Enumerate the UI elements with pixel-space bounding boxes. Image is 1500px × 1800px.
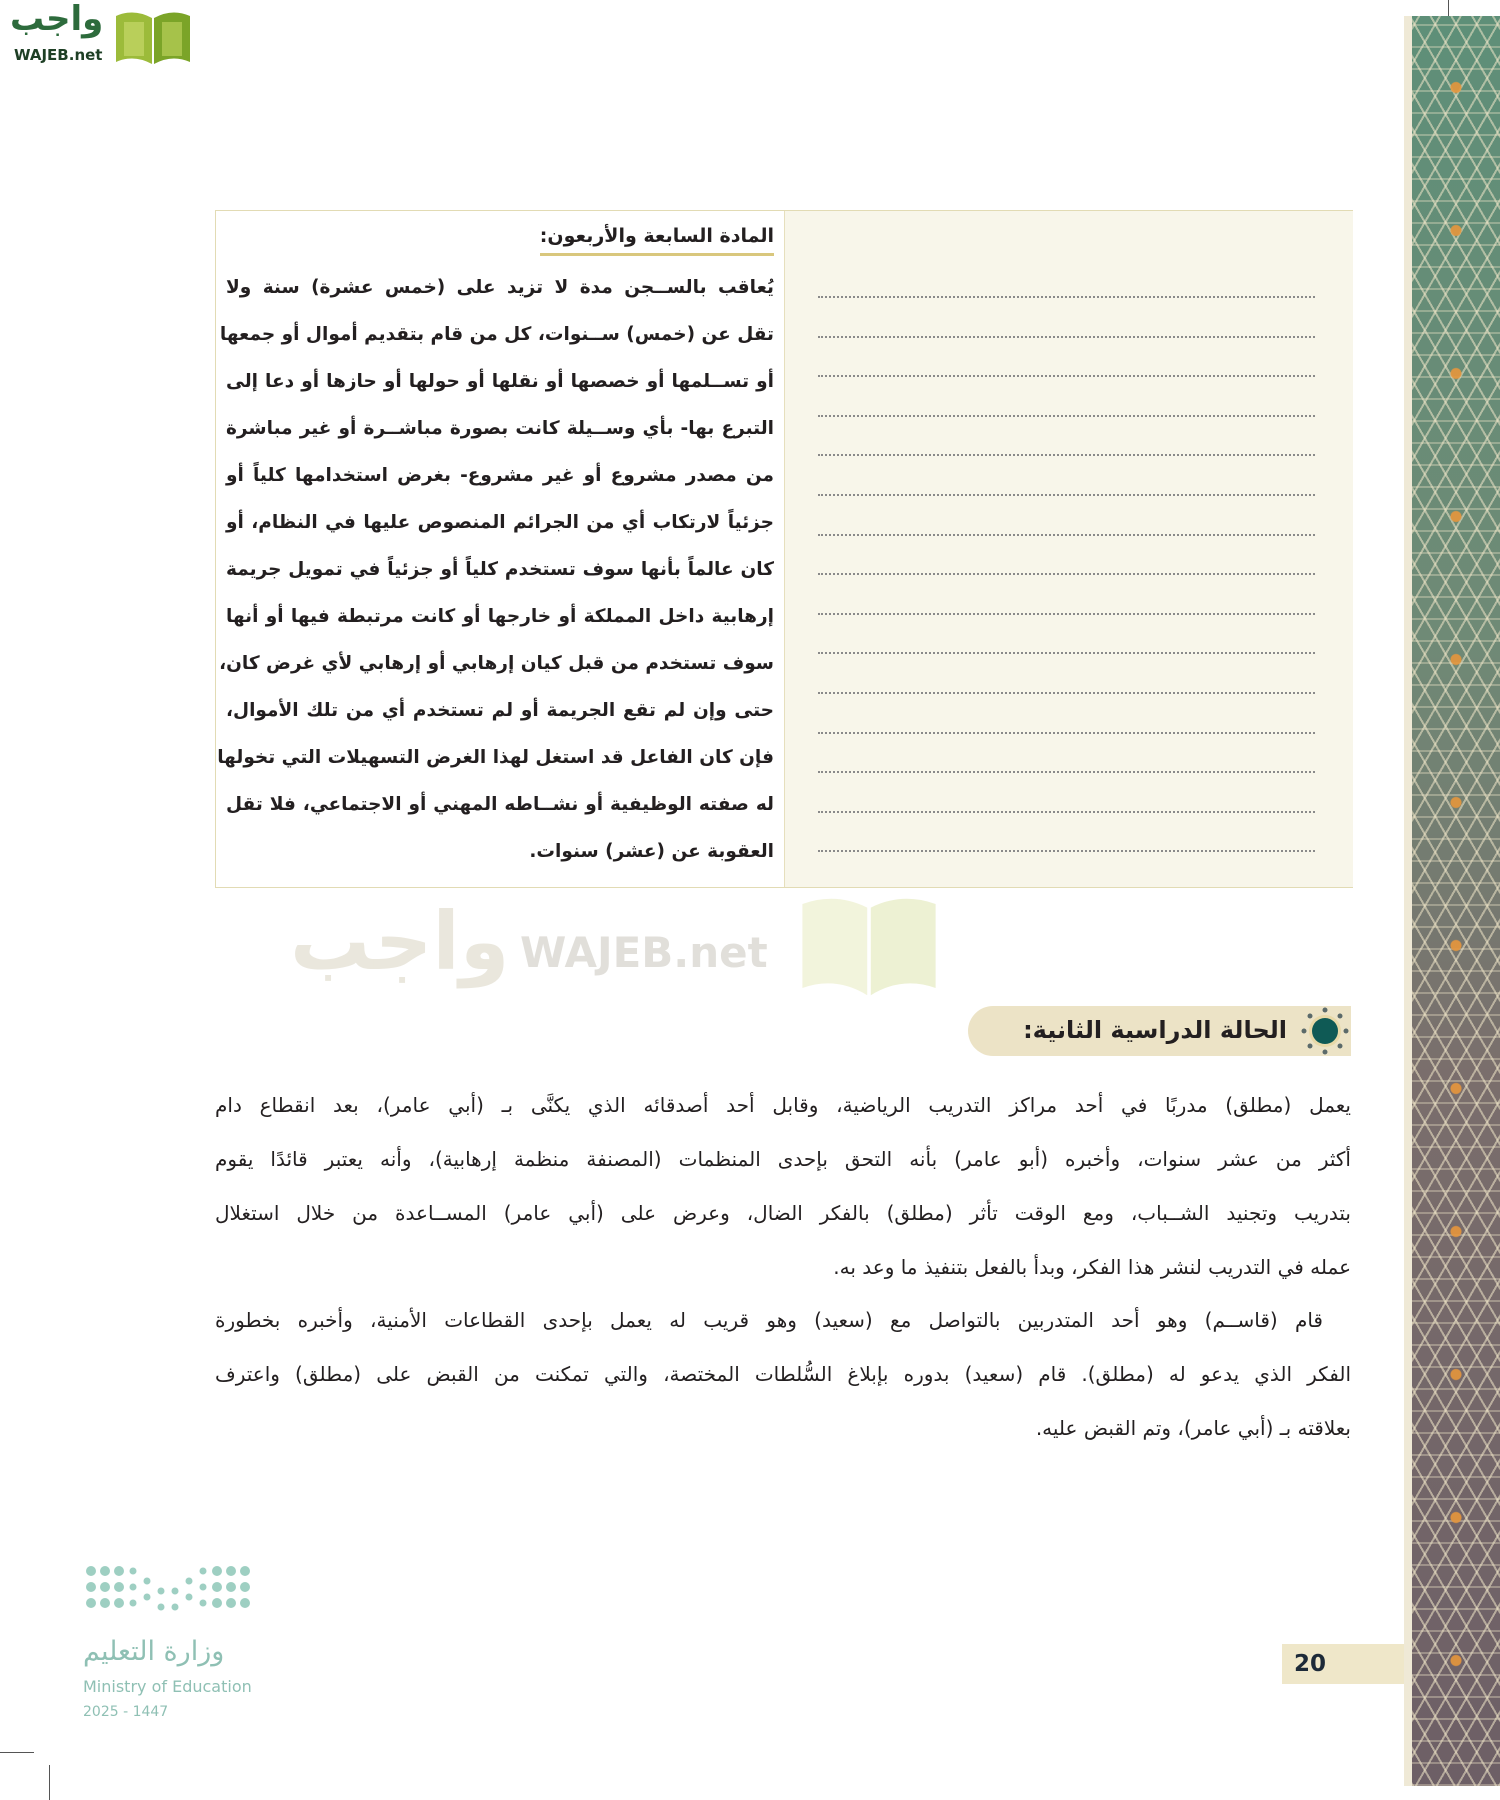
article-line: كان عالماً بأنها سوف تستخدم كلياً أو جزئياً في تمويل جريمة — [226, 559, 774, 580]
ministry-dot — [86, 1598, 96, 1608]
article-line: له صفته الوظيفية أو نشــاطه المهني أو الاجتماعي، فلا تقل — [226, 794, 774, 815]
ministry-dot — [186, 1594, 193, 1601]
decorative-pattern-strip — [1412, 16, 1500, 1786]
crop-mark — [49, 1765, 50, 1800]
wajeb-logo-latin: WAJEB.net — [14, 46, 103, 64]
answer-line[interactable] — [818, 613, 1315, 615]
case-paragraph-1 — [215, 1078, 1351, 1294]
answer-line[interactable] — [818, 375, 1315, 377]
answer-line[interactable] — [818, 454, 1315, 456]
ministry-dot — [100, 1566, 110, 1576]
article-line: العقوبة عن (عشر) سنوات. — [529, 841, 774, 862]
ministry-dot — [200, 1584, 207, 1591]
ministry-dot — [86, 1566, 96, 1576]
article-line: يُعاقب بالســجن مدة لا تزيد على (خمس عشرة) سنة ولا — [226, 277, 774, 298]
paragraph-line: يعمل (مطلق) مدربًا في أحد مراكز التدريب الرياضية، وقابل أحد أصدقائه الذي يكنَّى بـ (أبي عامر)، بعد انقطاع دام — [215, 1093, 1351, 1117]
ministry-dot — [186, 1578, 193, 1585]
ministry-dot — [200, 1600, 207, 1607]
ministry-dot — [240, 1598, 250, 1608]
ministry-dot — [172, 1604, 179, 1611]
ministry-dot — [158, 1588, 165, 1595]
article-line: سوف تستخدم من قبل كيان إرهابي أو إرهابي لأي غرض كان، — [219, 653, 774, 674]
article-line: التبرع بها- بأي وســيلة كانت بصورة مباشــرة أو غير مباشرة — [226, 418, 774, 439]
article-line: إرهابية داخل المملكة أو خارجها أو كانت مرتبطة فيها أو أنها — [226, 606, 774, 627]
watermark-arabic: واجب — [290, 895, 510, 988]
article-line: حتى وإن لم تقع الجريمة أو لم تستخدم أي من تلك الأموال، — [226, 700, 774, 721]
paragraph-line: قام (قاســم) وهو أحد المتدربين بالتواصل مع (سعيد) وهو قريب له يعمل بإحدى القطاعات الأمنية، وأخبره بخطورة — [215, 1308, 1323, 1332]
article-text — [217, 223, 774, 875]
ministry-dot — [240, 1582, 250, 1592]
ministry-dot — [130, 1584, 137, 1591]
ministry-dot — [212, 1582, 222, 1592]
page-number-text: 20 — [1294, 1651, 1327, 1677]
ministry-dot — [114, 1566, 124, 1576]
page-number — [1282, 1644, 1404, 1684]
paragraph-line: بعلاقته بـ (أبي عامر)، وتم القبض عليه. — [1035, 1416, 1351, 1440]
answer-line[interactable] — [818, 534, 1315, 536]
ministry-year: 2025 - 1447 — [83, 1704, 169, 1720]
ministry-logo — [83, 1563, 273, 1738]
ministry-dot — [226, 1566, 236, 1576]
answer-line[interactable] — [818, 732, 1315, 734]
decorative-strip-edge — [1404, 16, 1412, 1786]
article-line: جزئياً لارتكاب أي من الجرائم المنصوص عليها في النظام، أو — [226, 512, 774, 533]
article-line: تقل عن (خمس) ســنوات، كل من قام بتقديم أموال أو جمعها — [219, 324, 774, 345]
case-study-title: الحالة الدراسية الثانية: — [1023, 1016, 1287, 1044]
ministry-dot — [144, 1594, 151, 1601]
ministry-dot — [240, 1566, 250, 1576]
answer-line[interactable] — [818, 296, 1315, 298]
wajeb-logo — [6, 0, 192, 68]
crop-mark — [0, 1752, 34, 1753]
ministry-dot — [130, 1568, 137, 1575]
paragraph-line: بتدريب وتجنيد الشــباب، ومع الوقت تأثر (مطلق) بالفكر الضال، وعرض على (أبي عامر) المســاعدة من خلال استغلال — [215, 1201, 1351, 1225]
case-paragraph-2 — [215, 1293, 1351, 1455]
ministry-dot — [212, 1566, 222, 1576]
ministry-arabic: وزارة التعليم — [83, 1636, 225, 1667]
case-study-heading — [968, 1006, 1351, 1056]
paragraph-line: عمله في التدريب لنشر هذا الفكر، وبدأ بالفعل بتنفيذ ما وعد به. — [833, 1255, 1351, 1279]
ministry-dots-icon — [83, 1563, 263, 1629]
ministry-dot — [226, 1582, 236, 1592]
ministry-dot — [86, 1582, 96, 1592]
ministry-dot — [212, 1598, 222, 1608]
watermark-book-icon — [800, 892, 938, 997]
ministry-dot — [226, 1598, 236, 1608]
book-icon — [114, 8, 192, 66]
ministry-dot — [172, 1588, 179, 1595]
answer-line[interactable] — [818, 336, 1315, 338]
ministry-dot — [100, 1598, 110, 1608]
article-line: أو تســلمها أو خصصها أو نقلها أو حولها أو حازها أو دعا إلى — [226, 371, 774, 392]
answer-area — [784, 211, 1353, 887]
answer-line[interactable] — [818, 652, 1315, 654]
sun-ornament-icon — [1301, 1007, 1349, 1055]
answer-line[interactable] — [818, 692, 1315, 694]
ministry-dot — [130, 1600, 137, 1607]
watermark — [290, 892, 940, 1002]
ministry-dot — [114, 1598, 124, 1608]
ministry-dot — [158, 1604, 165, 1611]
ministry-dot — [144, 1578, 151, 1585]
ministry-english: Ministry of Education — [83, 1677, 252, 1696]
ministry-dot — [114, 1582, 124, 1592]
paragraph-line: أكثر من عشر سنوات، وأخبره (أبو عامر) بأنه التحق بإحدى المنظمات (المصنفة منظمة إرهابية)، وأنه يعتبر قائدًا يقوم — [215, 1147, 1351, 1171]
answer-line[interactable] — [818, 850, 1315, 852]
article-box — [215, 210, 1353, 888]
answer-line[interactable] — [818, 811, 1315, 813]
answer-line[interactable] — [818, 415, 1315, 417]
answer-line[interactable] — [818, 573, 1315, 575]
paragraph-line: الفكر الذي يدعو له (مطلق). قام (سعيد) بدوره بإبلاغ السُّلطات المختصة، والتي تمكنت من القبض على (مطلق) واعترف — [215, 1362, 1351, 1386]
answer-line[interactable] — [818, 494, 1315, 496]
watermark-latin: WAJEB.net — [520, 928, 768, 977]
ministry-dot — [200, 1568, 207, 1575]
answer-line[interactable] — [818, 771, 1315, 773]
article-line: من مصدر مشروع أو غير مشروع- بغرض استخدامها كلياً أو — [226, 465, 774, 486]
article-title: المادة السابعة والأربعون: — [540, 223, 774, 256]
wajeb-logo-arabic: واجب — [10, 0, 104, 39]
article-line: فإن كان الفاعل قد استغل لهذا الغرض التسهيلات التي تخولها — [217, 747, 774, 768]
ministry-dot — [100, 1582, 110, 1592]
